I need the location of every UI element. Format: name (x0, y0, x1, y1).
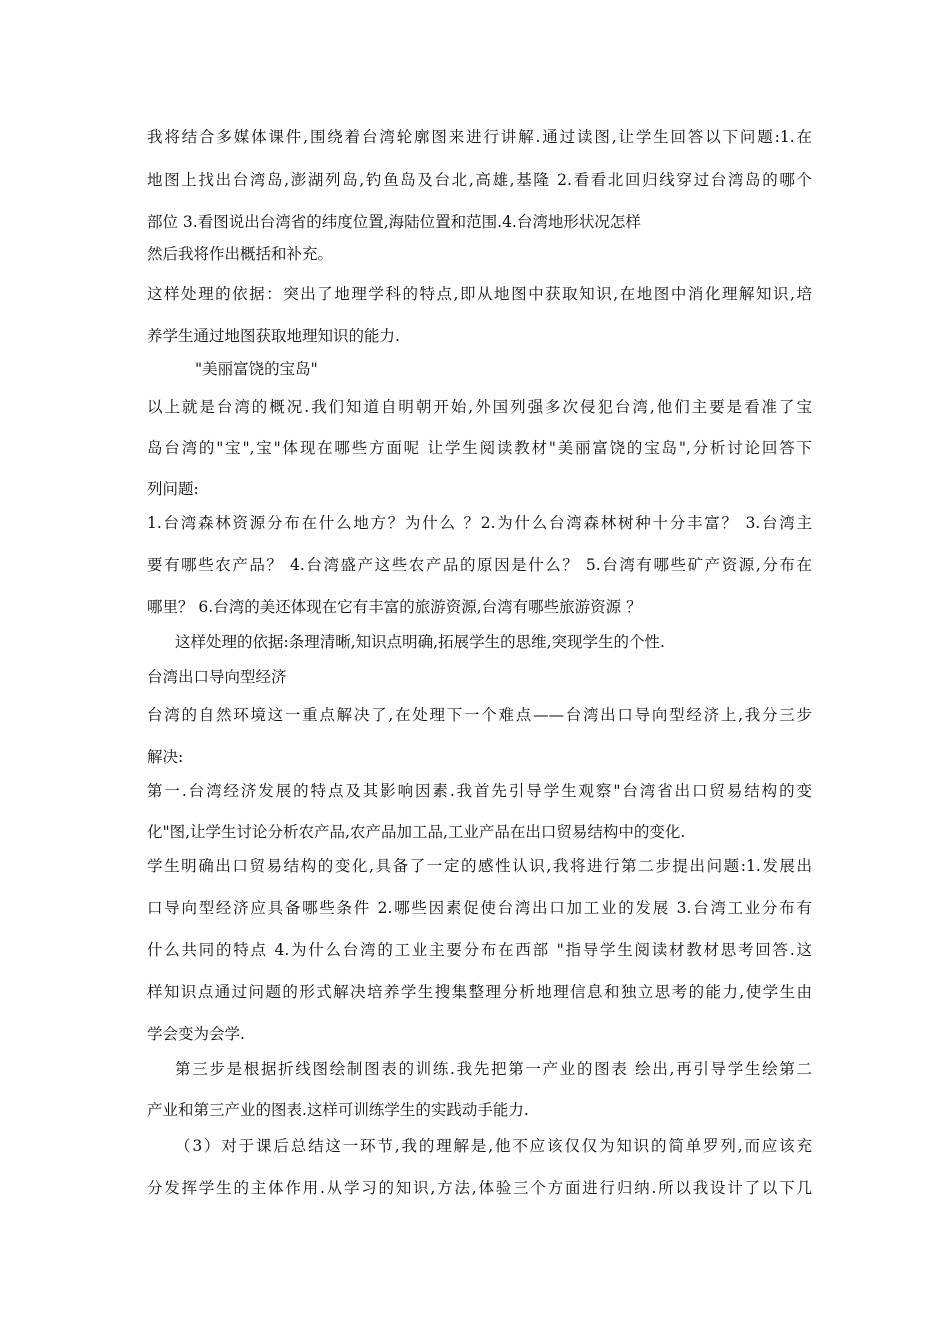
text-line: 然后我将作出概括和补充。 (147, 245, 334, 263)
text-line: 解决: (147, 748, 184, 766)
text-line: 口导向型经济应具备哪些条件 2.哪些因素促使台湾出口加工业的发展 3.台湾工业分布有 (147, 899, 812, 917)
text-line: 哪里？ 6.台湾的美还体现在它有丰富的旅游资源,台湾有哪些旅游资源 ？ (147, 598, 642, 616)
text-line: 化"图,让学生讨论分析农产品,农产品加工品,工业产品在出口贸易结构中的变化. (147, 823, 686, 841)
text-line: 第一.台湾经济发展的特点及其影响因素.我首先引导学生观察"台湾省出口贸易结构的变 (147, 782, 812, 800)
text-line: 列问题: (147, 480, 199, 498)
text-line: 要有哪些农产品？ 4.台湾盛产这些农产品的原因是什么？ 5.台湾有哪些矿产资源,分布在 (147, 556, 812, 574)
text-line: 1.台湾森林资源分布在什么地方？为什么 ？2.为什么台湾森林树种十分丰富？ 3.台湾主 (147, 514, 812, 532)
text-line: 以上就是台湾的概况.我们知道自明朝开始,外国列强多次侵犯台湾,他们主要是看准了宝 (147, 398, 812, 416)
text-line: 什么共同的特点 4.为什么台湾的工业主要分布在西部 "指导学生阅读材教材思考回答.这 (147, 941, 812, 959)
text-line: 产业和第三产业的图表.这样可训练学生的实践动手能力. (147, 1101, 529, 1119)
text-line: 岛台湾的"宝",宝"体现在哪些方面呢 让学生阅读教材"美丽富饶的宝岛",分析讨论回答下 (147, 439, 812, 457)
text-line: 我将结合多媒体课件,围绕着台湾轮廓图来进行讲解.通过读图,让学生回答以下问题:1.在 (147, 128, 812, 146)
text-line: 地图上找出台湾岛,澎湖列岛,钓鱼岛及台北,高雄,基隆 2.看看北回归线穿过台湾岛的哪个 (147, 171, 812, 189)
text-line: 分发挥学生的主体作用.从学习的知识,方法,体验三个方面进行归纳.所以我设计了以下几 (147, 1179, 812, 1197)
text-line: 部位 3.看图说出台湾省的纬度位置,海陆位置和范围.4.台湾地形状况怎样 (147, 213, 641, 231)
section-heading: 台湾出口导向型经济 (147, 668, 287, 686)
text-line: 学生明确出口贸易结构的变化,具备了一定的感性认识,我将进行第二步提出问题:1.发展出 (147, 857, 812, 875)
text-line: 样知识点通过问题的形式解决培养学生搜集整理分析地理信息和独立思考的能力,使学生由 (147, 983, 812, 1001)
text-line: 第三步是根据折线图绘制图表的训练.我先把第一产业的图表 绘出,再引导学生绘第二 (175, 1060, 812, 1078)
text-line: 这样处理的依据：突出了地理学科的特点,即从地图中获取知识,在地图中消化理解知识,培 (147, 285, 812, 303)
text-line: 台湾的自然环境这一重点解决了,在处理下一个难点——台湾出口导向型经济上,我分三步 (147, 706, 812, 724)
section-heading: "美丽富饶的宝岛" (195, 360, 318, 378)
text-line: 养学生通过地图获取地理知识的能力. (147, 327, 400, 345)
text-line: 这样处理的依据:条理清晰,知识点明确,拓展学生的思维,突现学生的个性. (175, 633, 665, 651)
text-line: （3）对于课后总结这一环节,我的理解是,他不应该仅仅为知识的简单罗列,而应该充 (175, 1137, 812, 1155)
text-line: 学会变为会学. (147, 1025, 245, 1043)
